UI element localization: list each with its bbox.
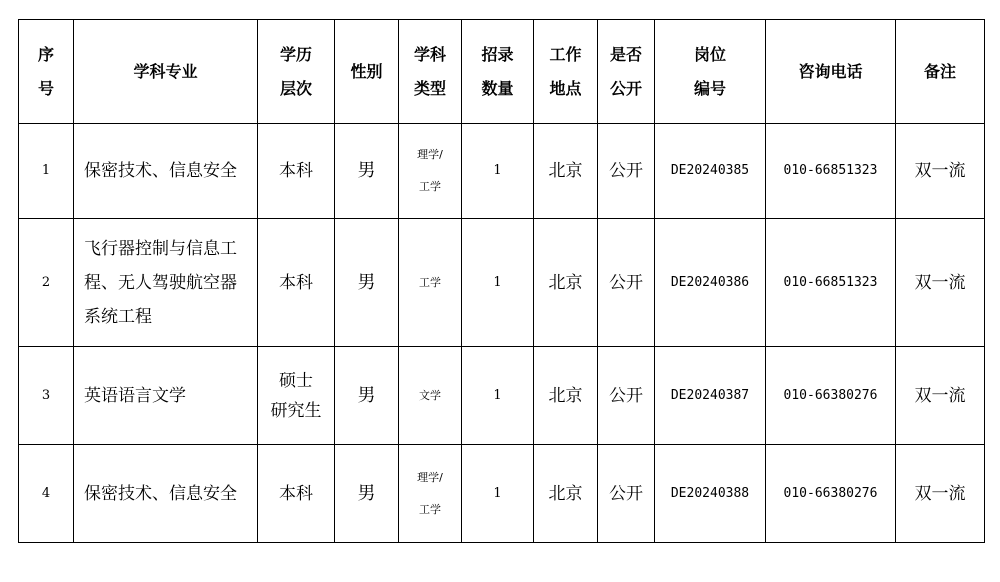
- cell-location: 北京: [534, 347, 598, 445]
- header-level: [258, 20, 335, 124]
- header-location-line: 工作: [549, 44, 582, 64]
- cell-seq: 1: [19, 124, 74, 219]
- table-row: [19, 124, 985, 219]
- cell-seq: 4: [19, 445, 74, 543]
- cell-level-line: 本科: [279, 161, 313, 181]
- cell-code: DE20240385: [655, 124, 766, 219]
- cell-major-line: 保密技术、信息安全: [84, 483, 237, 504]
- cell-type-line: 工学: [419, 275, 441, 289]
- header-gender: 性别: [335, 20, 399, 124]
- header-open: [598, 20, 655, 124]
- cell-phone: 010-66380276: [766, 445, 896, 543]
- header-level-line: 层次: [279, 78, 312, 98]
- header-level-line: 学历: [279, 44, 312, 64]
- cell-count: 1: [462, 219, 534, 347]
- cell-major: [74, 445, 258, 543]
- header-type: [399, 20, 462, 124]
- cell-location: 北京: [534, 445, 598, 543]
- cell-gender: 男: [335, 219, 399, 347]
- cell-note: 双一流: [896, 219, 985, 347]
- cell-major-line: 程、无人驾驶航空器: [84, 272, 237, 293]
- cell-level: [258, 124, 335, 219]
- cell-gender: 男: [335, 445, 399, 543]
- cell-open: 公开: [598, 124, 655, 219]
- cell-location: 北京: [534, 219, 598, 347]
- cell-open: 公开: [598, 445, 655, 543]
- cell-count: 1: [462, 124, 534, 219]
- cell-type: [399, 347, 462, 445]
- header-note: 备注: [896, 20, 985, 124]
- header-code: [655, 20, 766, 124]
- cell-note: 双一流: [896, 445, 985, 543]
- header-row: [19, 20, 985, 124]
- cell-type: [399, 445, 462, 543]
- header-location-line: 地点: [549, 78, 582, 98]
- header-code-line: 编号: [693, 78, 726, 98]
- cell-type-line: 工学: [419, 502, 441, 516]
- recruitment-table-container: [18, 19, 985, 543]
- table-row: [19, 445, 985, 543]
- header-count: [462, 20, 534, 124]
- cell-major-line: 英语语言文学: [84, 385, 186, 406]
- cell-major-line: 保密技术、信息安全: [84, 161, 237, 181]
- cell-phone: 010-66380276: [766, 347, 896, 445]
- header-location: [534, 20, 598, 124]
- table-row: [19, 347, 985, 445]
- cell-type: [399, 124, 462, 219]
- recruitment-table: [18, 19, 985, 543]
- cell-seq: 2: [19, 219, 74, 347]
- cell-open: 公开: [598, 219, 655, 347]
- cell-major-line: 飞行器控制与信息工: [84, 238, 237, 259]
- cell-level: [258, 347, 335, 445]
- header-type-line: 类型: [413, 78, 446, 98]
- cell-level-line: 硕士: [279, 370, 313, 391]
- header-open-line: 公开: [609, 78, 642, 98]
- header-count-line: 数量: [481, 78, 514, 98]
- cell-type-line: 理学/: [417, 470, 443, 484]
- cell-code: DE20240386: [655, 219, 766, 347]
- table-row: [19, 219, 985, 347]
- header-open-line: 是否: [609, 44, 642, 64]
- cell-count: 1: [462, 347, 534, 445]
- cell-seq: 3: [19, 347, 74, 445]
- cell-type-line: 理学/: [417, 148, 443, 161]
- cell-code: DE20240388: [655, 445, 766, 543]
- cell-major-line: 系统工程: [84, 306, 152, 327]
- header-type-line: 学科: [413, 44, 446, 64]
- cell-type-line: 工学: [419, 180, 441, 193]
- cell-phone: 010-66851323: [766, 219, 896, 347]
- cell-level: [258, 219, 335, 347]
- header-phone: 咨询电话: [766, 20, 896, 124]
- cell-phone: 010-66851323: [766, 124, 896, 219]
- cell-level-line: 本科: [279, 272, 313, 293]
- cell-open: 公开: [598, 347, 655, 445]
- header-seq: [19, 20, 74, 124]
- cell-level-line: 研究生: [270, 400, 322, 421]
- header-seq-line: 序: [37, 44, 54, 64]
- cell-code: DE20240387: [655, 347, 766, 445]
- header-count-line: 招录: [481, 44, 514, 64]
- cell-gender: 男: [335, 124, 399, 219]
- header-seq-line: 号: [37, 78, 54, 98]
- cell-note: 双一流: [896, 124, 985, 219]
- cell-major: [74, 347, 258, 445]
- cell-type: [399, 219, 462, 347]
- header-major: 学科专业: [74, 20, 258, 124]
- cell-count: 1: [462, 445, 534, 543]
- cell-gender: 男: [335, 347, 399, 445]
- cell-level-line: 本科: [279, 483, 313, 504]
- cell-location: 北京: [534, 124, 598, 219]
- header-code-line: 岗位: [693, 44, 726, 64]
- cell-major: [74, 219, 258, 347]
- cell-note: 双一流: [896, 347, 985, 445]
- cell-level: [258, 445, 335, 543]
- cell-type-line: 文学: [419, 388, 441, 402]
- cell-major: [74, 124, 258, 219]
